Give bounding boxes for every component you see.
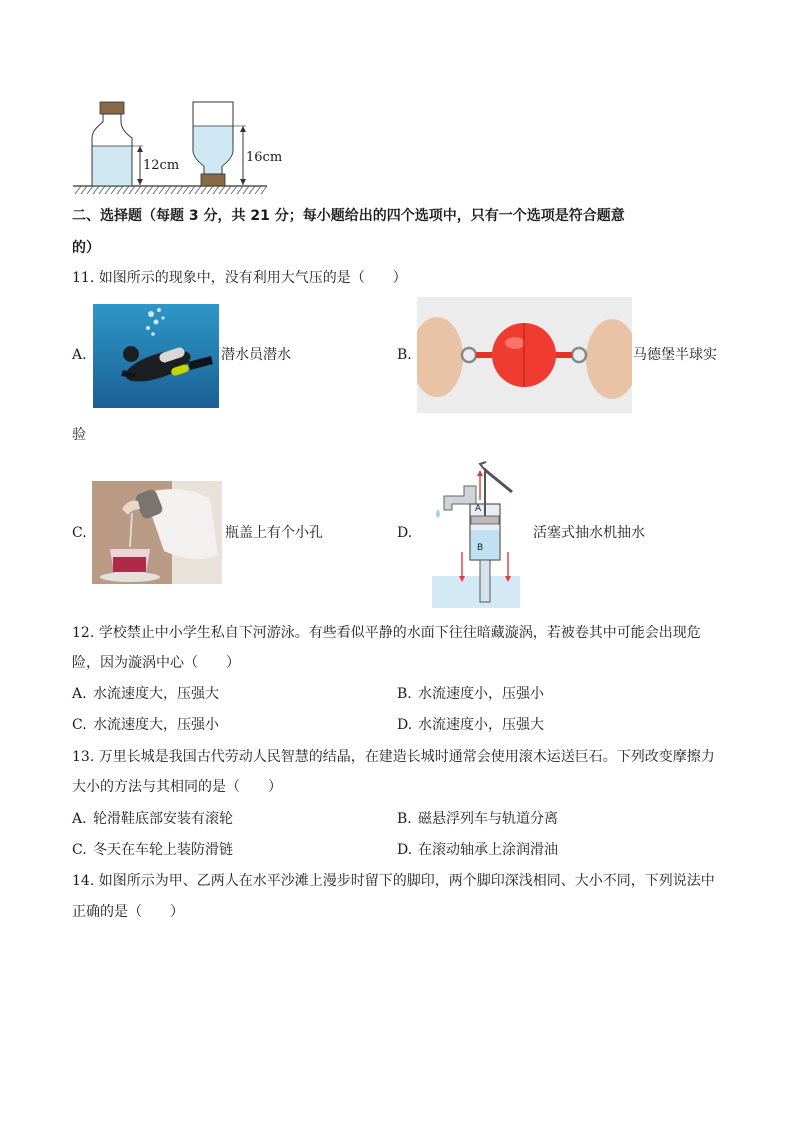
q12-option-d-text: 水流速度小，压强大	[418, 717, 544, 733]
pump-label-a: A	[475, 504, 482, 514]
piston-pump-figure	[430, 460, 522, 608]
q12-option-b-letter: B.	[397, 686, 412, 702]
q13-stem-line2: 大小的方法与其相同的是（ ）	[72, 779, 282, 795]
q13-option-b-text: 磁悬浮列车与轨道分离	[418, 811, 558, 827]
q14-stem-line2: 正确的是（ ）	[72, 904, 184, 920]
section-heading-line2: 的）	[72, 240, 100, 256]
q12-stem-line1: 12. 学校禁止中小学生私自下河游泳。有些看似平静的水面下往往暗藏漩涡，若被卷其中可能会出现危	[72, 625, 701, 641]
q13-option-b-letter: B.	[397, 811, 412, 827]
q12-option-d-letter: D.	[397, 717, 413, 733]
q11-option-a-text: 潜水员潜水	[221, 347, 291, 363]
q11-option-d-letter: D.	[397, 525, 413, 541]
q11-option-a-letter: A.	[72, 347, 87, 363]
teapot-photo	[92, 481, 222, 584]
q11-option-b-text: 马德堡半球实	[633, 347, 717, 363]
q13-option-d-letter: D.	[397, 842, 413, 858]
q13-option-c-letter: C.	[72, 842, 87, 858]
bottles-figure	[70, 98, 310, 198]
q12-option-c-text: 水流速度大，压强小	[93, 717, 219, 733]
label-12cm: 12cm	[143, 158, 180, 173]
q12-stem-line2: 险，因为漩涡中心（ ）	[72, 655, 240, 671]
q11-option-c-letter: C.	[72, 525, 87, 541]
q13-option-a-text: 轮滑鞋底部安装有滚轮	[93, 811, 233, 827]
q12-option-b-text: 水流速度小，压强小	[418, 686, 544, 702]
q13-option-c-text: 冬天在车轮上装防滑链	[93, 842, 233, 858]
q13-stem-line1: 13. 万里长城是我国古代劳动人民智慧的结晶，在建造长城时通常会使用滚木运送巨石。下列改变摩擦力	[72, 749, 715, 765]
q13-option-d-text: 在滚动轴承上涂润滑油	[418, 842, 558, 858]
q14-stem-line1: 14. 如图所示为甲、乙两人在水平沙滩上漫步时留下的脚印，两个脚印深浅相同、大小不同，下列说法中	[72, 873, 715, 889]
section-heading-line1: 二、选择题（每题 3 分，共 21 分；每小题给出的四个选项中，只有一个选项是符合题意	[72, 208, 625, 224]
q11-option-c-text: 瓶盖上有个小孔	[225, 525, 323, 541]
q11-option-d-text: 活塞式抽水机抽水	[533, 525, 645, 541]
magdeburg-hemispheres-photo	[417, 297, 632, 413]
q11-option-b-text-cont: 验	[72, 427, 86, 443]
label-16cm: 16cm	[246, 150, 283, 165]
q12-option-c-letter: C.	[72, 717, 87, 733]
q11-stem: 11. 如图所示的现象中，没有利用大气压的是（ ）	[72, 270, 407, 286]
pump-label-b: B	[477, 543, 484, 553]
diver-photo	[93, 304, 219, 408]
q12-option-a-letter: A.	[72, 686, 87, 702]
q11-option-b-letter: B.	[397, 347, 412, 363]
q12-option-a-text: 水流速度大，压强大	[93, 686, 219, 702]
q13-option-a-letter: A.	[72, 811, 87, 827]
